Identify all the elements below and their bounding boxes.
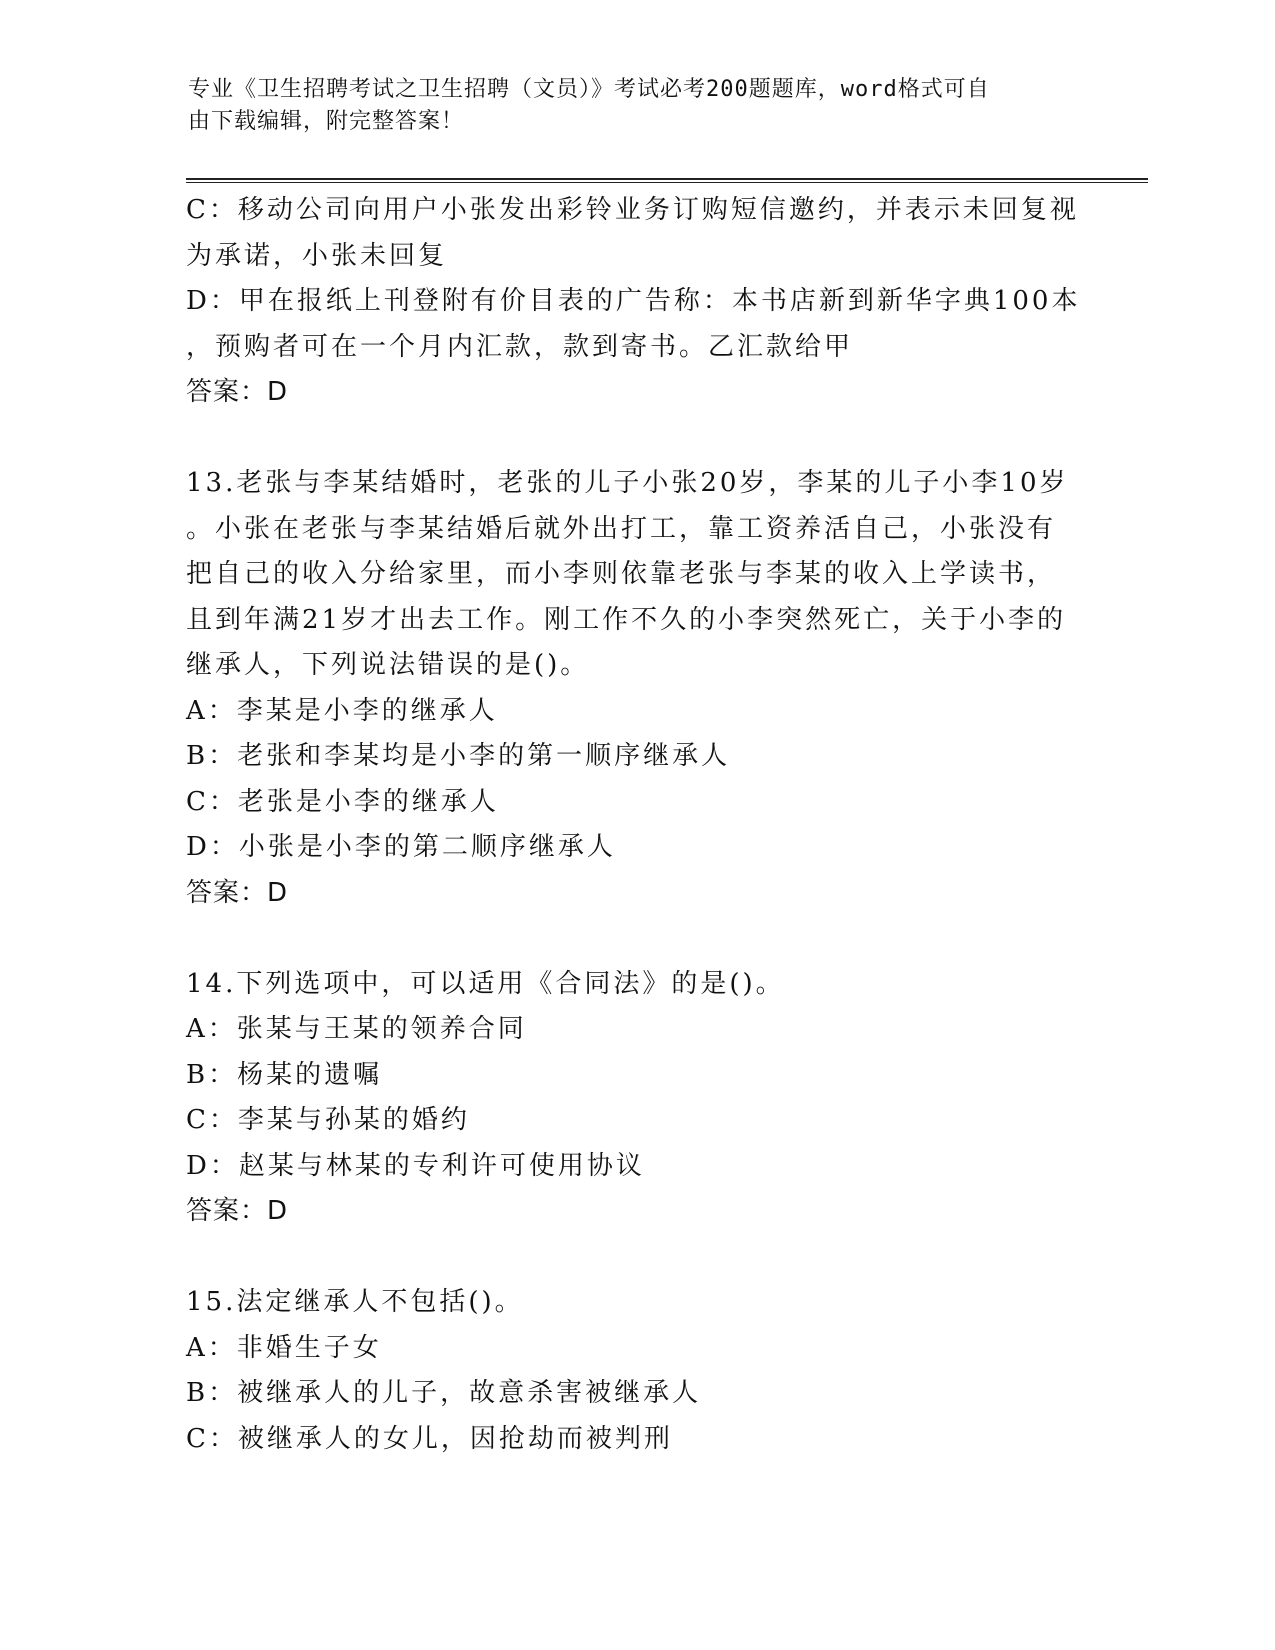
option-c-line-1: C：移动公司向用户小张发出彩铃业务订购短信邀约，并表示未回复视 — [186, 195, 1079, 225]
question-12-tail — [186, 188, 1086, 416]
option-a: A：李某是小李的继承人 — [186, 695, 498, 726]
header-line-2: 由下载编辑，附完整答案！ — [188, 109, 465, 134]
option-a: A：非婚生子女 — [186, 1332, 382, 1363]
spacer — [186, 1235, 1086, 1281]
question-15 — [186, 1280, 1086, 1462]
answer-line: 答案：D — [186, 377, 289, 407]
option-c-line-2: 为承诺，小张未回复 — [186, 240, 448, 271]
question-content — [186, 188, 1086, 1462]
question-stem: 14.下列选项中，可以适用《合同法》的是()。 — [186, 968, 785, 999]
question-stem-line: 继承人，下列说法错误的是()。 — [186, 650, 590, 680]
question-stem-line: 13.老张与李某结婚时，老张的儿子小张20岁，李某的儿子小李10岁 — [186, 468, 1069, 498]
question-stem: 15.法定继承人不包括()。 — [186, 1287, 524, 1317]
answer-line: 答案：D — [186, 1196, 289, 1226]
answer-line: 答案：D — [186, 877, 289, 908]
question-stem-line: 把自己的收入分给家里，而小李则依靠老张与李某的收入上学读书， — [186, 559, 1057, 589]
option-b: B：杨某的遗嘱 — [186, 1059, 383, 1090]
option-d-line-2: ，预购者可在一个月内汇款，款到寄书。乙汇款给甲 — [186, 331, 854, 362]
option-c: C：被继承人的女儿，因抢劫而被判刑 — [186, 1423, 673, 1454]
option-b: B：老张和李某均是小李的第一顺序继承人 — [186, 741, 731, 771]
spacer — [186, 416, 1086, 462]
option-d: D：小张是小李的第二顺序继承人 — [186, 832, 616, 862]
option-d-line-1: D：甲在报纸上刊登附有价目表的广告称：本书店新到新华字典100本 — [186, 286, 1081, 316]
option-c: C：李某与孙某的婚约 — [186, 1105, 470, 1135]
page-header — [188, 74, 1068, 138]
question-stem-line: 且到年满21岁才出去工作。刚工作不久的小李突然死亡，关于小李的 — [186, 604, 1067, 635]
question-14 — [186, 962, 1086, 1235]
spacer — [186, 916, 1086, 962]
option-b: B：被继承人的儿子，故意杀害被继承人 — [186, 1378, 702, 1408]
option-a: A：张某与王某的领养合同 — [186, 1014, 527, 1044]
header-line-1: 专业《卫生招聘考试之卫生招聘（文员）》考试必考200题题库，word格式可自 — [188, 77, 990, 102]
question-13 — [186, 461, 1086, 916]
question-stem-line: 。小张在老张与李某结婚后就外出打工，靠工资养活自己，小张没有 — [186, 513, 1057, 544]
option-c: C：老张是小李的继承人 — [186, 786, 499, 817]
option-d: D：赵某与林某的专利许可使用协议 — [186, 1150, 645, 1181]
header-divider — [186, 178, 1148, 183]
